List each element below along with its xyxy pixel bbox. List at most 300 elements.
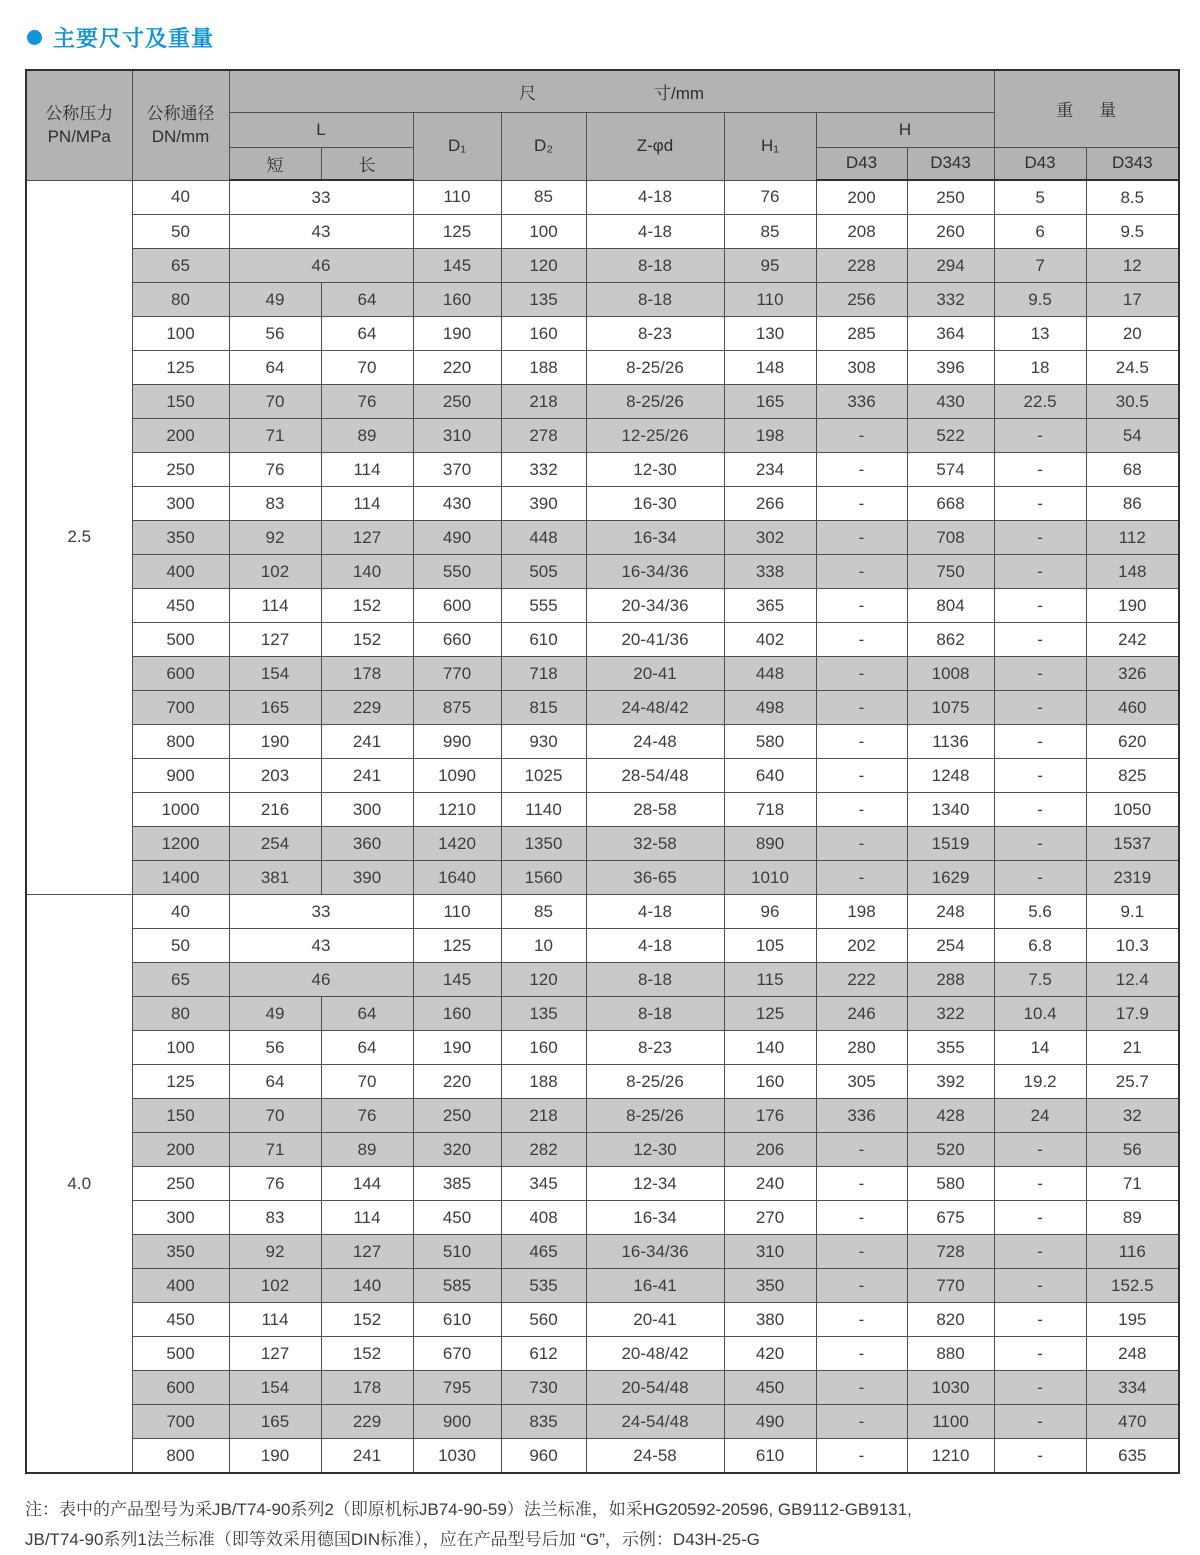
cell-weight-d43: -: [994, 793, 1086, 827]
cell-dn: 250: [132, 1167, 229, 1201]
cell-l-short: 56: [229, 1031, 321, 1065]
header-l-short: 短: [229, 147, 321, 180]
table-row: [26, 1201, 1179, 1235]
cell-l-short: 165: [229, 691, 321, 725]
cell-weight-d43: 10.4: [994, 997, 1086, 1031]
cell-l-long: 229: [321, 691, 413, 725]
cell-weight-d43: 24: [994, 1099, 1086, 1133]
table-row: [26, 1405, 1179, 1439]
cell-z-phi-d: 20-41: [586, 1303, 724, 1337]
cell-weight-d43: -: [994, 1439, 1086, 1474]
cell-l-merged: 33: [229, 895, 413, 929]
cell-h1: 498: [724, 691, 816, 725]
header-dimensions-group: [229, 70, 994, 112]
cell-weight-d343: 86: [1086, 487, 1179, 521]
table-row: [26, 1235, 1179, 1269]
cell-l-short: 127: [229, 1337, 321, 1371]
cell-h1: 148: [724, 351, 816, 385]
cell-h-d43: 246: [816, 997, 907, 1031]
cell-l-short: 71: [229, 419, 321, 453]
cell-h-d43: 280: [816, 1031, 907, 1065]
cell-h-d43: 305: [816, 1065, 907, 1099]
cell-weight-d43: -: [994, 521, 1086, 555]
cell-dn: 350: [132, 521, 229, 555]
cell-weight-d343: 326: [1086, 657, 1179, 691]
cell-d1: 250: [413, 1099, 501, 1133]
cell-d1: 125: [413, 215, 501, 249]
cell-d2: 282: [501, 1133, 586, 1167]
cell-z-phi-d: 12-30: [586, 1133, 724, 1167]
cell-d2: 612: [501, 1337, 586, 1371]
table-row: [26, 555, 1179, 589]
cell-weight-d43: -: [994, 487, 1086, 521]
cell-dn: 700: [132, 1405, 229, 1439]
cell-l-long: 127: [321, 521, 413, 555]
cell-z-phi-d: 24-54/48: [586, 1405, 724, 1439]
table-row: [26, 691, 1179, 725]
cell-h-d43: -: [816, 1371, 907, 1405]
cell-h1: 610: [724, 1439, 816, 1474]
cell-z-phi-d: 8-25/26: [586, 385, 724, 419]
cell-weight-d43: 18: [994, 351, 1086, 385]
cell-l-short: 64: [229, 1065, 321, 1099]
cell-weight-d43: -: [994, 1235, 1086, 1269]
cell-weight-d43: 22.5: [994, 385, 1086, 419]
cell-h-d343: 1629: [907, 861, 994, 895]
cell-d1: 550: [413, 555, 501, 589]
cell-weight-d43: 7.5: [994, 963, 1086, 997]
cell-h1: 580: [724, 725, 816, 759]
cell-h1: 380: [724, 1303, 816, 1337]
cell-weight-d43: -: [994, 725, 1086, 759]
cell-l-merged: 43: [229, 929, 413, 963]
cell-l-long: 114: [321, 1201, 413, 1235]
table-row: [26, 453, 1179, 487]
cell-l-short: 165: [229, 1405, 321, 1439]
cell-weight-d43: 6: [994, 215, 1086, 249]
cell-l-short: 381: [229, 861, 321, 895]
cell-dn: 600: [132, 1371, 229, 1405]
table-row: [26, 215, 1179, 249]
cell-d1: 190: [413, 1031, 501, 1065]
header-d2: D₂: [501, 112, 586, 180]
header-pressure: [26, 70, 132, 180]
table-row: [26, 759, 1179, 793]
cell-weight-d343: 9.1: [1086, 895, 1179, 929]
cell-weight-d43: -: [994, 759, 1086, 793]
cell-l-short: 64: [229, 351, 321, 385]
cell-h-d343: 322: [907, 997, 994, 1031]
cell-dn: 400: [132, 555, 229, 589]
cell-h-d43: -: [816, 1235, 907, 1269]
cell-l-long: 64: [321, 1031, 413, 1065]
cell-z-phi-d: 8-23: [586, 317, 724, 351]
cell-d1: 125: [413, 929, 501, 963]
cell-weight-d43: -: [994, 453, 1086, 487]
cell-dn: 900: [132, 759, 229, 793]
cell-h-d43: 200: [816, 180, 907, 215]
cell-d1: 450: [413, 1201, 501, 1235]
cell-dn: 65: [132, 963, 229, 997]
cell-l-short: 254: [229, 827, 321, 861]
cell-weight-d343: 32: [1086, 1099, 1179, 1133]
cell-l-long: 89: [321, 1133, 413, 1167]
table-body: [26, 180, 1179, 1473]
cell-h-d343: 862: [907, 623, 994, 657]
cell-h-d43: 202: [816, 929, 907, 963]
cell-l-long: 89: [321, 419, 413, 453]
cell-l-short: 71: [229, 1133, 321, 1167]
cell-weight-d343: 470: [1086, 1405, 1179, 1439]
cell-z-phi-d: 16-41: [586, 1269, 724, 1303]
cell-d1: 1210: [413, 793, 501, 827]
cell-dn: 150: [132, 385, 229, 419]
cell-l-long: 152: [321, 1337, 413, 1371]
cell-d2: 535: [501, 1269, 586, 1303]
cell-l-short: 49: [229, 997, 321, 1031]
cell-l-short: 70: [229, 1099, 321, 1133]
cell-weight-d343: 1050: [1086, 793, 1179, 827]
cell-weight-d343: 148: [1086, 555, 1179, 589]
cell-l-short: 216: [229, 793, 321, 827]
table-row: [26, 521, 1179, 555]
header-diameter: [132, 70, 229, 180]
cell-weight-d343: 112: [1086, 521, 1179, 555]
cell-h1: 198: [724, 419, 816, 453]
cell-l-long: 360: [321, 827, 413, 861]
cell-l-short: 92: [229, 521, 321, 555]
cell-dn: 800: [132, 1439, 229, 1474]
cell-weight-d343: 190: [1086, 589, 1179, 623]
cell-weight-d343: 71: [1086, 1167, 1179, 1201]
cell-h1: 96: [724, 895, 816, 929]
table-row: [26, 180, 1179, 215]
cell-z-phi-d: 16-30: [586, 487, 724, 521]
cell-h-d343: 1030: [907, 1371, 994, 1405]
header-h1: H₁: [724, 112, 816, 180]
cell-h-d43: -: [816, 657, 907, 691]
cell-l-long: 140: [321, 1269, 413, 1303]
cell-h1: 110: [724, 283, 816, 317]
cell-d2: 930: [501, 725, 586, 759]
cell-d1: 1640: [413, 861, 501, 895]
cell-dn: 300: [132, 1201, 229, 1235]
cell-z-phi-d: 36-65: [586, 861, 724, 895]
cell-weight-d43: 5.6: [994, 895, 1086, 929]
table-row: [26, 1133, 1179, 1167]
cell-weight-d343: 460: [1086, 691, 1179, 725]
cell-d2: 188: [501, 351, 586, 385]
cell-l-short: 56: [229, 317, 321, 351]
cell-h-d43: -: [816, 623, 907, 657]
cell-h1: 302: [724, 521, 816, 555]
cell-z-phi-d: 12-25/26: [586, 419, 724, 453]
cell-weight-d343: 89: [1086, 1201, 1179, 1235]
cell-weight-d343: 1537: [1086, 827, 1179, 861]
cell-l-short: 92: [229, 1235, 321, 1269]
cell-z-phi-d: 16-34: [586, 1201, 724, 1235]
cell-z-phi-d: 8-18: [586, 283, 724, 317]
cell-h-d343: 332: [907, 283, 994, 317]
cell-h-d343: 804: [907, 589, 994, 623]
cell-dn: 200: [132, 1133, 229, 1167]
cell-h-d343: 428: [907, 1099, 994, 1133]
cell-weight-d343: 152.5: [1086, 1269, 1179, 1303]
cell-h1: 640: [724, 759, 816, 793]
cell-z-phi-d: 8-25/26: [586, 1065, 724, 1099]
cell-h-d343: 708: [907, 521, 994, 555]
cell-weight-d43: -: [994, 827, 1086, 861]
table-row: [26, 1031, 1179, 1065]
cell-h-d343: 522: [907, 419, 994, 453]
cell-d2: 1560: [501, 861, 586, 895]
cell-h-d343: 288: [907, 963, 994, 997]
cell-d1: 900: [413, 1405, 501, 1439]
cell-z-phi-d: 8-25/26: [586, 351, 724, 385]
cell-h1: 140: [724, 1031, 816, 1065]
cell-d2: 218: [501, 385, 586, 419]
cell-d1: 430: [413, 487, 501, 521]
cell-d2: 160: [501, 1031, 586, 1065]
cell-h-d343: 1340: [907, 793, 994, 827]
table-row: [26, 1167, 1179, 1201]
cell-weight-d43: -: [994, 1201, 1086, 1235]
cell-h-d43: -: [816, 1201, 907, 1235]
cell-l-long: 70: [321, 1065, 413, 1099]
cell-h1: 1010: [724, 861, 816, 895]
cell-h-d343: 260: [907, 215, 994, 249]
cell-h1: 450: [724, 1371, 816, 1405]
cell-weight-d343: 17: [1086, 283, 1179, 317]
cell-weight-d43: 14: [994, 1031, 1086, 1065]
cell-l-short: 127: [229, 623, 321, 657]
cell-l-merged: 46: [229, 249, 413, 283]
page-title: 主要尺寸及重量: [53, 25, 215, 51]
table-row: [26, 827, 1179, 861]
cell-h-d43: -: [816, 589, 907, 623]
table-row: [26, 1371, 1179, 1405]
cell-h-d343: 820: [907, 1303, 994, 1337]
cell-h1: 350: [724, 1269, 816, 1303]
header-h-d43: D43: [816, 147, 907, 180]
table-row: [26, 1065, 1179, 1099]
cell-z-phi-d: 8-23: [586, 1031, 724, 1065]
cell-weight-d343: 8.5: [1086, 180, 1179, 215]
cell-h1: 270: [724, 1201, 816, 1235]
cell-l-short: 154: [229, 657, 321, 691]
header-pressure-unit: PN/MPa: [47, 127, 111, 147]
cell-d1: 795: [413, 1371, 501, 1405]
cell-h-d343: 728: [907, 1235, 994, 1269]
bullet-icon: [27, 30, 42, 45]
cell-l-long: 241: [321, 725, 413, 759]
cell-h-d343: 1210: [907, 1439, 994, 1474]
cell-weight-d43: -: [994, 555, 1086, 589]
cell-l-merged: 46: [229, 963, 413, 997]
cell-weight-d43: -: [994, 691, 1086, 725]
cell-d2: 135: [501, 283, 586, 317]
cell-d1: 220: [413, 351, 501, 385]
cell-d2: 505: [501, 555, 586, 589]
cell-weight-d343: 825: [1086, 759, 1179, 793]
cell-d1: 510: [413, 1235, 501, 1269]
cell-h-d343: 1100: [907, 1405, 994, 1439]
header-l: L: [229, 112, 413, 147]
cell-d1: 670: [413, 1337, 501, 1371]
table-row: [26, 725, 1179, 759]
header-weight-right: 量: [1099, 101, 1117, 121]
header-h-d343: D343: [907, 147, 994, 180]
cell-h-d43: -: [816, 521, 907, 555]
cell-l-short: 114: [229, 589, 321, 623]
cell-d2: 1140: [501, 793, 586, 827]
table-row: [26, 317, 1179, 351]
cell-d1: 190: [413, 317, 501, 351]
cell-weight-d43: -: [994, 589, 1086, 623]
cell-h1: 206: [724, 1133, 816, 1167]
cell-pn: 2.5: [26, 180, 132, 895]
cell-h1: 490: [724, 1405, 816, 1439]
header-row-1: [26, 70, 1179, 112]
table-row: [26, 1337, 1179, 1371]
cell-h-d343: 250: [907, 180, 994, 215]
cell-l-short: 70: [229, 385, 321, 419]
table-row: [26, 929, 1179, 963]
cell-d2: 332: [501, 453, 586, 487]
cell-h-d343: 254: [907, 929, 994, 963]
cell-l-long: 114: [321, 487, 413, 521]
cell-d1: 160: [413, 997, 501, 1031]
cell-d2: 610: [501, 623, 586, 657]
cell-dn: 1200: [132, 827, 229, 861]
cell-z-phi-d: 20-48/42: [586, 1337, 724, 1371]
cell-d1: 145: [413, 963, 501, 997]
cell-d2: 560: [501, 1303, 586, 1337]
cell-d1: 875: [413, 691, 501, 725]
cell-dn: 600: [132, 657, 229, 691]
cell-l-short: 83: [229, 1201, 321, 1235]
cell-z-phi-d: 16-34: [586, 521, 724, 555]
cell-d2: 10: [501, 929, 586, 963]
cell-h1: 310: [724, 1235, 816, 1269]
footnote-line-2: JB/T74-90系列1法兰标准（即等效采用德国DIN标准），应在产品型号后加 “G”，示例：D43H-25-G: [25, 1530, 760, 1549]
cell-d2: 188: [501, 1065, 586, 1099]
cell-weight-d343: 17.9: [1086, 997, 1179, 1031]
cell-h-d343: 1136: [907, 725, 994, 759]
cell-weight-d343: 10.3: [1086, 929, 1179, 963]
table-row: [26, 283, 1179, 317]
cell-l-long: 114: [321, 453, 413, 487]
header-dim-left: 尺: [519, 83, 536, 103]
header-z-phi-d: Z-φd: [586, 112, 724, 180]
cell-d1: 490: [413, 521, 501, 555]
table-row: [26, 1269, 1179, 1303]
cell-l-short: 190: [229, 1439, 321, 1474]
cell-weight-d343: 248: [1086, 1337, 1179, 1371]
cell-z-phi-d: 28-58: [586, 793, 724, 827]
cell-z-phi-d: 8-18: [586, 963, 724, 997]
cell-dn: 450: [132, 1303, 229, 1337]
cell-dn: 150: [132, 1099, 229, 1133]
cell-weight-d343: 68: [1086, 453, 1179, 487]
cell-dn: 450: [132, 589, 229, 623]
cell-d1: 385: [413, 1167, 501, 1201]
cell-weight-d43: -: [994, 419, 1086, 453]
header-dim-right: 寸/mm: [654, 83, 705, 103]
cell-weight-d43: -: [994, 1371, 1086, 1405]
cell-d1: 320: [413, 1133, 501, 1167]
cell-dn: 65: [132, 249, 229, 283]
cell-d1: 310: [413, 419, 501, 453]
cell-weight-d43: 19.2: [994, 1065, 1086, 1099]
cell-d1: 770: [413, 657, 501, 691]
cell-l-long: 76: [321, 1099, 413, 1133]
cell-l-short: 76: [229, 1167, 321, 1201]
cell-h-d343: 364: [907, 317, 994, 351]
cell-l-long: 127: [321, 1235, 413, 1269]
cell-h-d343: 580: [907, 1167, 994, 1201]
cell-weight-d343: 635: [1086, 1439, 1179, 1474]
cell-h1: 420: [724, 1337, 816, 1371]
cell-dn: 700: [132, 691, 229, 725]
cell-z-phi-d: 24-48: [586, 725, 724, 759]
cell-weight-d343: 620: [1086, 725, 1179, 759]
cell-z-phi-d: 4-18: [586, 895, 724, 929]
cell-d2: 718: [501, 657, 586, 691]
cell-l-long: 140: [321, 555, 413, 589]
cell-dn: 800: [132, 725, 229, 759]
cell-z-phi-d: 4-18: [586, 929, 724, 963]
cell-h1: 160: [724, 1065, 816, 1099]
cell-l-short: 190: [229, 725, 321, 759]
cell-dn: 350: [132, 1235, 229, 1269]
cell-l-long: 178: [321, 1371, 413, 1405]
header-diameter-cn: 公称通径: [146, 104, 215, 124]
cell-z-phi-d: 8-25/26: [586, 1099, 724, 1133]
cell-z-phi-d: 16-34/36: [586, 555, 724, 589]
cell-dn: 80: [132, 283, 229, 317]
cell-l-long: 300: [321, 793, 413, 827]
cell-dn: 100: [132, 317, 229, 351]
cell-h-d43: -: [816, 793, 907, 827]
cell-d1: 660: [413, 623, 501, 657]
section-title: [0, 0, 1200, 50]
cell-d2: 218: [501, 1099, 586, 1133]
cell-h-d43: -: [816, 487, 907, 521]
cell-z-phi-d: 24-48/42: [586, 691, 724, 725]
cell-z-phi-d: 20-34/36: [586, 589, 724, 623]
table-row: [26, 793, 1179, 827]
cell-d2: 345: [501, 1167, 586, 1201]
table-row: [26, 1303, 1179, 1337]
cell-h-d43: -: [816, 827, 907, 861]
cell-l-short: 203: [229, 759, 321, 793]
cell-d2: 465: [501, 1235, 586, 1269]
cell-d1: 1030: [413, 1439, 501, 1474]
cell-h1: 85: [724, 215, 816, 249]
cell-h-d43: -: [816, 419, 907, 453]
cell-z-phi-d: 12-34: [586, 1167, 724, 1201]
header-pressure-cn: 公称压力: [45, 104, 114, 124]
cell-h-d43: 308: [816, 351, 907, 385]
table-row: [26, 351, 1179, 385]
cell-d2: 120: [501, 963, 586, 997]
cell-d2: 135: [501, 997, 586, 1031]
cell-h-d43: -: [816, 861, 907, 895]
cell-h-d343: 1248: [907, 759, 994, 793]
cell-z-phi-d: 12-30: [586, 453, 724, 487]
cell-weight-d43: 7: [994, 249, 1086, 283]
